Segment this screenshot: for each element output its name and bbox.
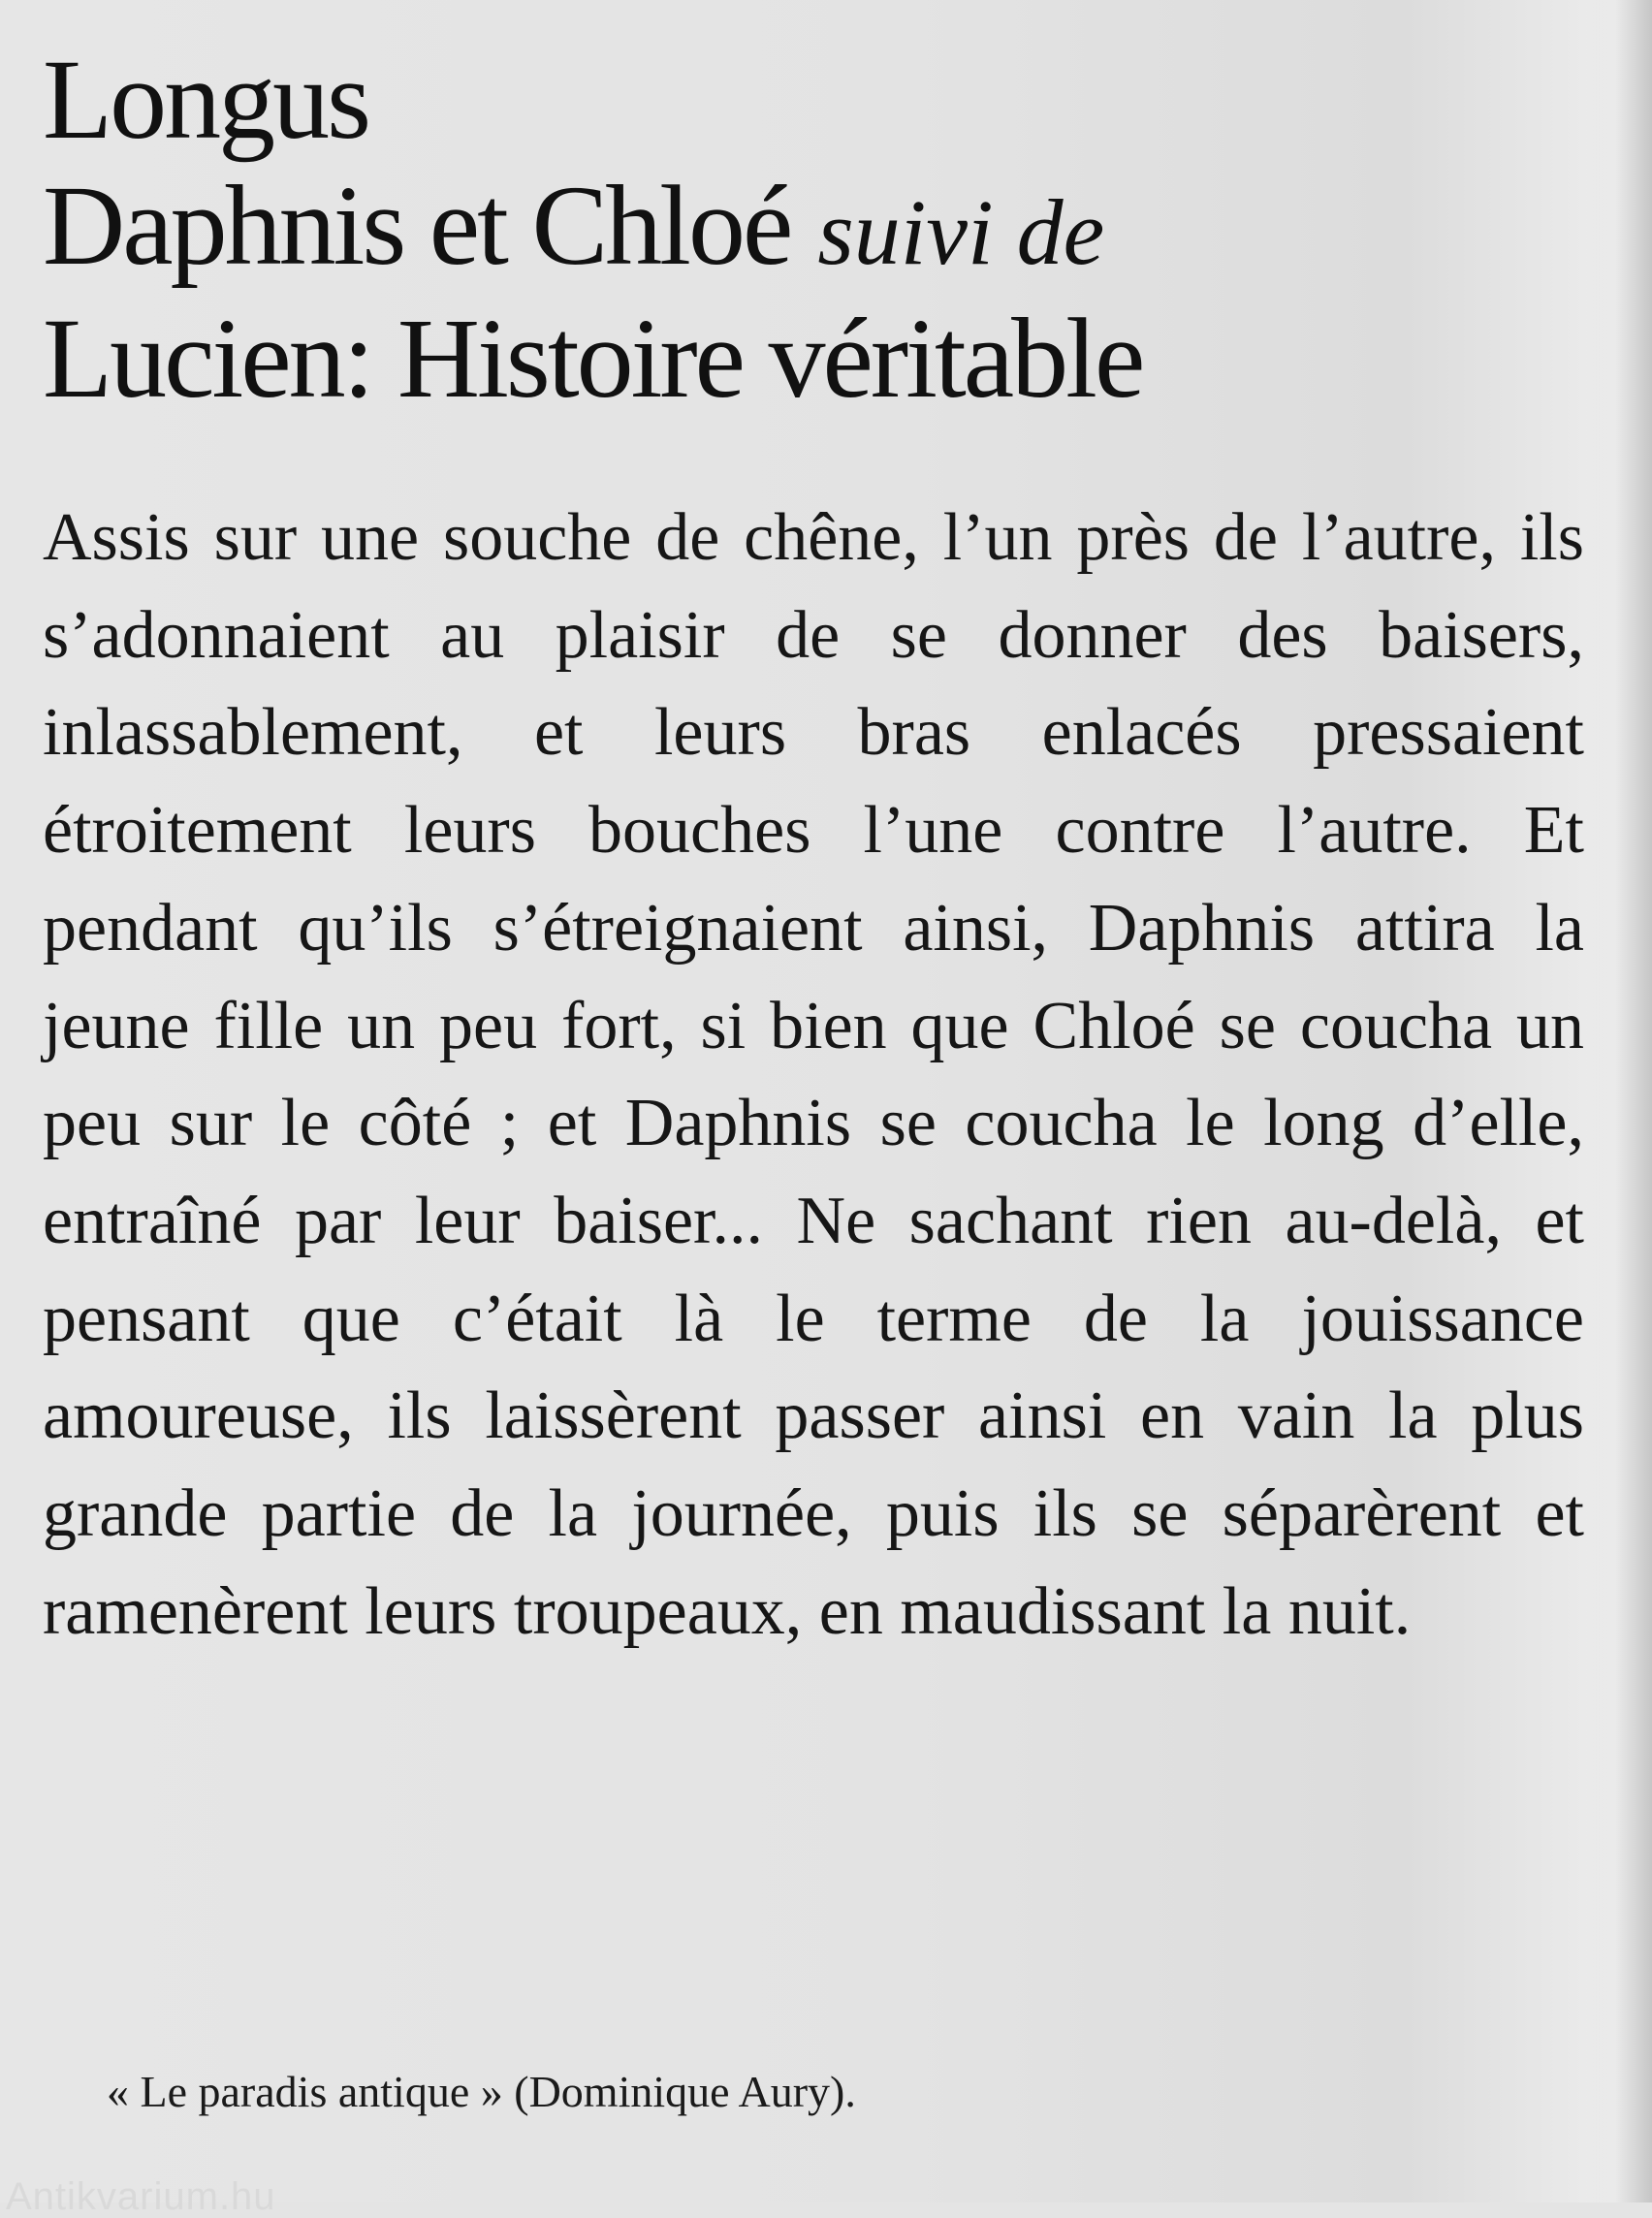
title-block — [43, 37, 1555, 422]
work-title: Daphnis et Chloé — [43, 162, 791, 289]
review-quote: « Le paradis antique » (Dominique Aury). — [107, 2067, 856, 2116]
title-connector: suivi de — [817, 180, 1105, 284]
second-work-title: Lucien: Histoire véritable — [43, 295, 1143, 422]
cover-edge-shadow — [1584, 0, 1652, 2202]
work-title-line — [43, 163, 1555, 296]
author-name: Longus — [43, 36, 368, 163]
blurb-paragraph: Assis sur une souche de chêne, l’un près de l’autre, ils s’adonnaient au plaisir de se donner des baisers, inlassablement, et leurs bras enlacés pressaient étroitement leurs bouches l’une contre l’autre. Et pendant qu’ils s’étreignaient ainsi, Daphnis attira la jeune fille un peu fort, si bien que Chloé se coucha un peu sur le côté ; et Daphnis se coucha le long d’elle, entraîné par leur baiser... Ne sachant rien au-delà, et pensant que c’était là le terme de la jouissance amoureuse, ils laissèrent passer ainsi en vain la plus grande partie de la journée, puis ils se séparèrent et ramenèrent leurs troupeaux, en maudissant la nuit. — [43, 500, 1584, 1649]
watermark: Antikvarium.hu — [6, 2175, 276, 2218]
